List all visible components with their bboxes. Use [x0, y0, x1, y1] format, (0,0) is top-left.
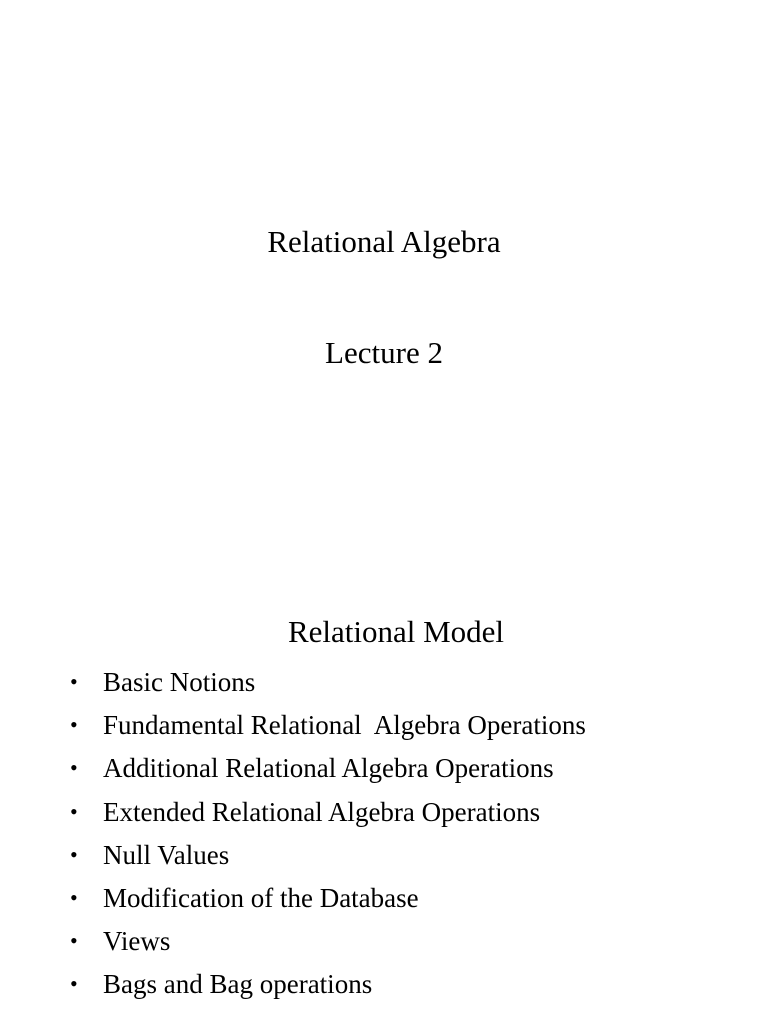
list-item-text: Null Values — [103, 839, 230, 870]
list-item-text: Modification of the Database — [103, 882, 419, 913]
bullet-icon: • — [70, 755, 78, 781]
slide-subtitle: Lecture 2 — [325, 335, 443, 370]
bullet-icon: • — [70, 798, 78, 824]
list-item-text: Additional Relational Algebra Operations — [103, 753, 554, 784]
list-item-text: Bags and Bag operations — [103, 969, 373, 1000]
bullet-icon: • — [70, 669, 78, 694]
bullet-icon: • — [70, 884, 78, 910]
bullet-icon: • — [70, 841, 78, 867]
list-item-text: Fundamental Relational Algebra Operations — [103, 710, 586, 741]
bullet-icon: • — [70, 712, 78, 738]
list-item-text: Views — [103, 926, 171, 957]
bullet-icon: • — [70, 971, 78, 997]
bullet-icon: • — [70, 928, 78, 954]
section-heading: Relational Model — [287, 614, 505, 649]
list-item-text: Extended Relational Algebra Operations — [103, 796, 541, 827]
slide-title: Relational Algebra — [267, 224, 501, 259]
list-item-text: Basic Notions — [103, 667, 256, 697]
